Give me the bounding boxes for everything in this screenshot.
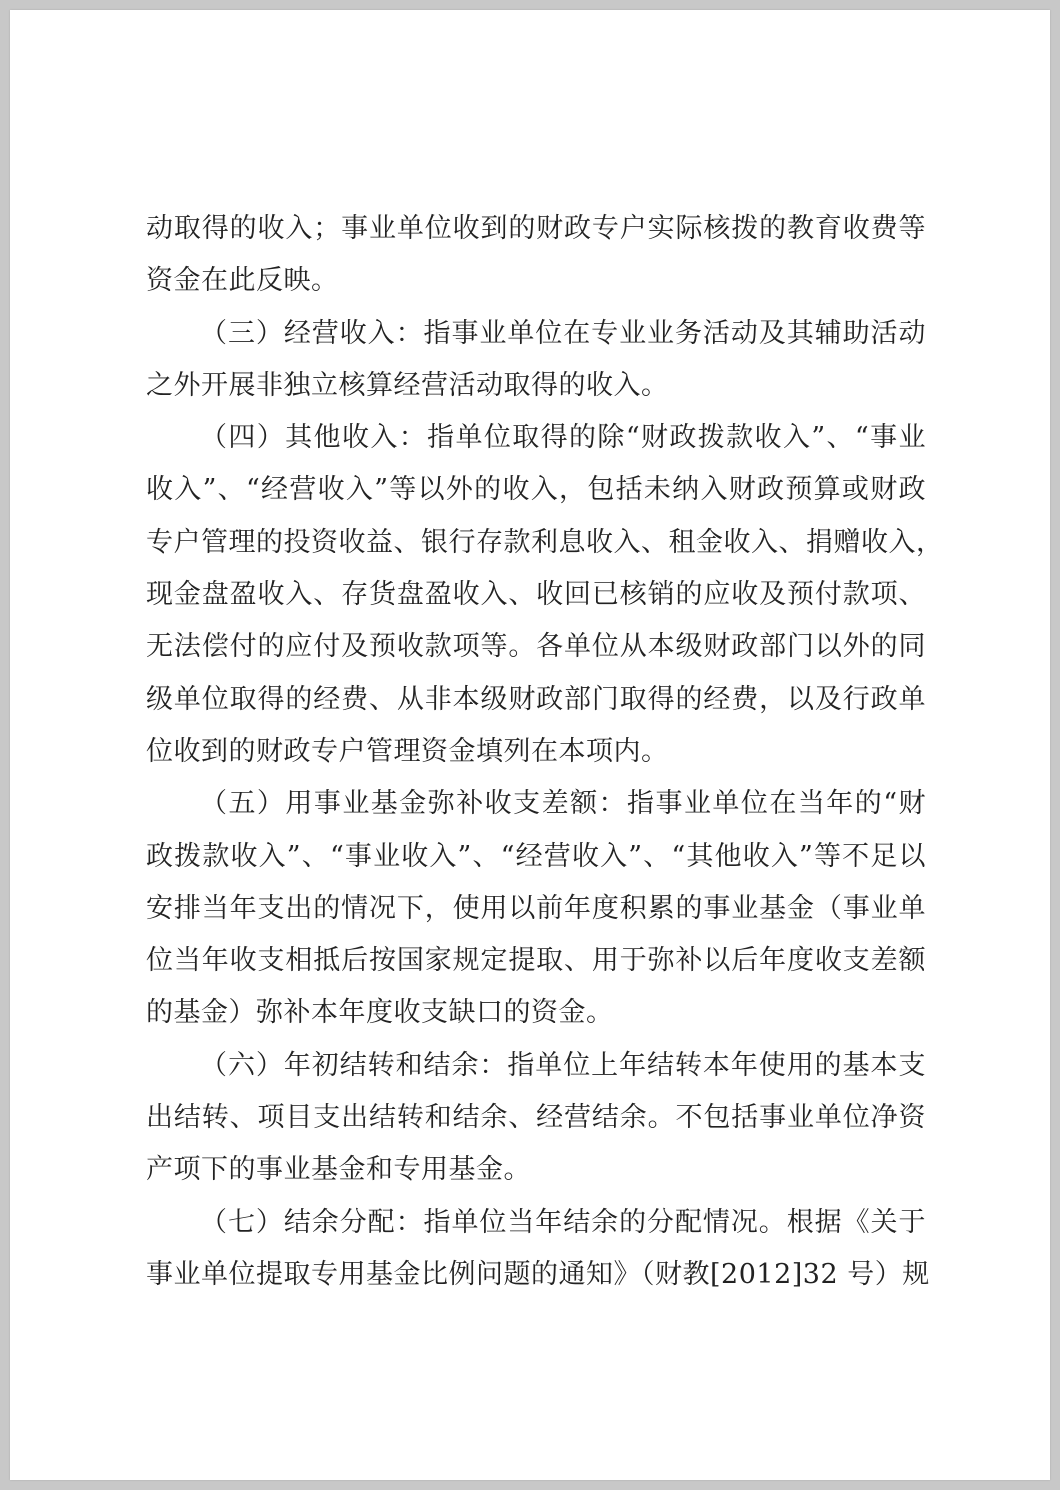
text-line: 收入”、“经营收入”等以外的收入，包括未纳入财政预算或财政 [146, 474, 926, 506]
text-line: 产项下的事业基金和专用基金。 [146, 1154, 531, 1186]
text-line: 的基金）弥补本年度收支缺口的资金。 [146, 997, 614, 1029]
text-line: 之外开展非独立核算经营活动取得的收入。 [146, 369, 669, 401]
text-line: 位当年收支相抵后按国家规定提取、用于弥补以后年度收支差额 [146, 945, 926, 977]
section-heading-line: （四）其他收入：指单位取得的除“财政拨款收入”、“事业 [200, 422, 926, 454]
document-page [10, 10, 1050, 1480]
text-line: 无法偿付的应付及预收款项等。各单位从本级财政部门以外的同 [146, 631, 926, 663]
text-line: 出结转、项目支出结转和结余、经营结余。不包括事业单位净资 [146, 1102, 926, 1134]
text-line: 现金盘盈收入、存货盘盈收入、收回已核销的应收及预付款项、 [146, 579, 926, 611]
section-heading-line: （六）年初结转和结余：指单位上年结转本年使用的基本支 [200, 1049, 926, 1081]
text-line: 位收到的财政专户管理资金填列在本项内。 [146, 735, 669, 767]
section-heading-line: （五）用事业基金弥补收支差额：指事业单位在当年的“财 [200, 788, 926, 820]
text-line: 专户管理的投资收益、银行存款利息收入、租金收入、捐赠收入， [146, 526, 944, 558]
text-line: 政拨款收入”、“事业收入”、“经营收入”、“其他收入”等不足以 [146, 840, 926, 872]
text-line: 动取得的收入；事业单位收到的财政专户实际核拨的教育收费等 [146, 213, 926, 244]
section-heading-line: （三）经营收入：指事业单位在专业业务活动及其辅助活动 [200, 317, 926, 349]
text-line: 安排当年支出的情况下，使用以前年度积累的事业基金（事业单 [146, 892, 926, 924]
text-line: 级单位取得的经费、从非本级财政部门取得的经费，以及行政单 [146, 683, 926, 715]
text-line: 资金在此反映。 [146, 265, 339, 297]
text-line: 事业单位提取专用基金比例问题的通知》（财教[2012]32 号）规 [146, 1258, 930, 1290]
section-heading-line: （七）结余分配：指单位当年结余的分配情况。根据《关于 [200, 1206, 926, 1238]
body-text [146, 203, 944, 1301]
